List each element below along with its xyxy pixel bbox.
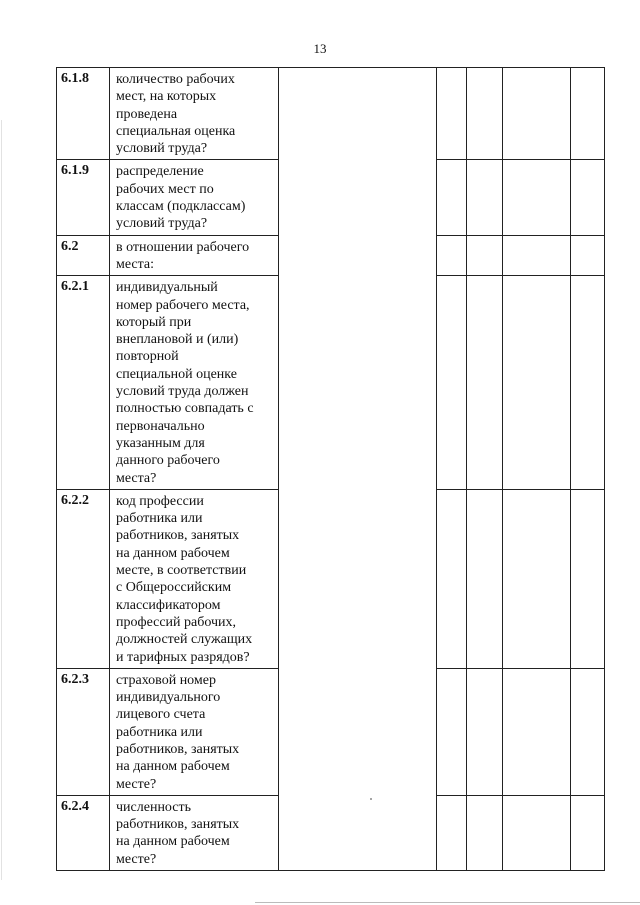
notes-cell — [571, 160, 605, 235]
not-applicable-cell — [503, 276, 571, 490]
question-text: численность работников, занятых на данном рабочем месте? — [116, 799, 240, 867]
question-text: страховой номер индивидуального лицевого счета работника или работников, занятых на данном рабочем месте? — [116, 672, 240, 792]
question-cell — [110, 235, 279, 276]
answer-no-cell — [467, 235, 503, 276]
answer-no-cell — [467, 668, 503, 795]
table-row — [57, 68, 605, 160]
notes-cell — [571, 668, 605, 795]
not-applicable-cell — [503, 235, 571, 276]
answer-yes-cell — [437, 795, 467, 870]
item-number: 6.2.2 — [57, 489, 110, 668]
notes-cell — [571, 276, 605, 490]
not-applicable-cell — [503, 489, 571, 668]
answer-no-cell — [467, 489, 503, 668]
not-applicable-cell — [503, 795, 571, 870]
notes-cell — [571, 235, 605, 276]
answer-yes-cell — [437, 276, 467, 490]
question-cell — [110, 68, 279, 160]
item-number: 6.1.9 — [57, 160, 110, 235]
scan-left-edge — [1, 120, 2, 880]
notes-cell — [571, 489, 605, 668]
question-text: код профессии работника или работников, занятых на данном рабочем месте, в соответствии с Общероссийским классификатором профессий рабочих, должностей служащих и тарифных разрядов? — [116, 493, 253, 665]
not-applicable-cell — [503, 668, 571, 795]
not-applicable-cell — [503, 160, 571, 235]
answer-yes-cell — [437, 68, 467, 160]
item-number: 6.2.1 — [57, 276, 110, 490]
answer-no-cell — [467, 276, 503, 490]
question-text: индивидуальный номер рабочего места, который при внеплановой и (или) повторной специальной оценке условий труда должен полностью совпадать с первоначально указанным для данного рабочего места? — [116, 280, 254, 486]
question-cell — [110, 276, 279, 490]
legal-basis-cell — [279, 68, 437, 871]
answer-yes-cell — [437, 160, 467, 235]
answer-yes-cell — [437, 668, 467, 795]
item-number: 6.2.3 — [57, 668, 110, 795]
notes-cell — [571, 795, 605, 870]
scan-bottom-edge — [255, 902, 640, 903]
question-cell — [110, 489, 279, 668]
answer-no-cell — [467, 68, 503, 160]
question-text: распределение рабочих мест по классам (подклассам) условий труда? — [116, 164, 246, 232]
answer-yes-cell — [437, 489, 467, 668]
not-applicable-cell — [503, 68, 571, 160]
answer-yes-cell — [437, 235, 467, 276]
item-number: 6.2.4 — [57, 795, 110, 870]
scan-speck — [370, 798, 372, 800]
question-cell — [110, 160, 279, 235]
page-number: 13 — [313, 41, 327, 56]
item-number: 6.1.8 — [57, 68, 110, 160]
answer-no-cell — [467, 160, 503, 235]
question-cell — [110, 795, 279, 870]
notes-cell — [571, 68, 605, 160]
answer-no-cell — [467, 795, 503, 870]
item-number: 6.2 — [57, 235, 110, 276]
question-cell — [110, 668, 279, 795]
question-text: в отношении рабочего места: — [116, 239, 250, 272]
checklist-table — [56, 67, 605, 871]
question-text: количество рабочих мест, на которых проведена специальная оценка условий труда? — [116, 72, 236, 157]
